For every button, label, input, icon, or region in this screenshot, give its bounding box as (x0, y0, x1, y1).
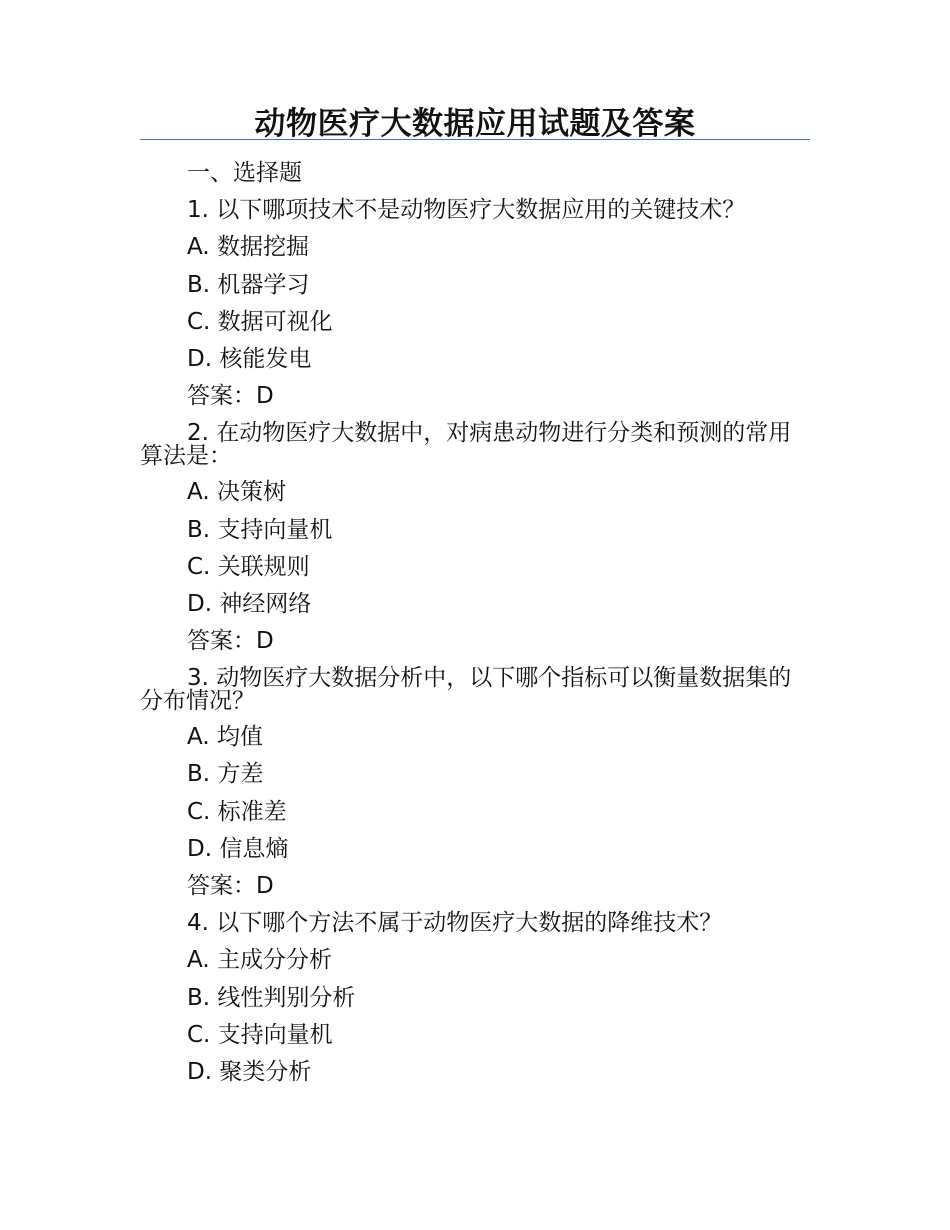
question-4-option-a: A. 主成分分析 (187, 947, 332, 974)
question-3-option-a: A. 均值 (187, 724, 263, 751)
document-title: 动物医疗大数据应用试题及答案 (254, 106, 696, 142)
question-4: 4. 以下哪个方法不属于动物医疗大数据的降维技术？ (187, 910, 723, 937)
question-1-answer: 答案：D (187, 383, 274, 410)
question-3-option-d: D. 信息熵 (187, 835, 289, 862)
document-body (140, 155, 810, 1091)
question-4-option-c: C. 支持向量机 (187, 1021, 333, 1048)
question-3-option-b: B. 方差 (187, 761, 264, 788)
question-2-option-d: D. 神经网络 (187, 590, 312, 617)
title-underline (140, 139, 810, 140)
question-3-option-c: C. 标准差 (187, 798, 287, 825)
section-heading: 一、选择题 (187, 160, 302, 186)
question-2: 2. 在动物医疗大数据中，对病患动物进行分类和预测的常用算法是： (140, 420, 792, 470)
question-1-option-d: D. 核能发电 (187, 345, 312, 372)
question-1-option-c: C. 数据可视化 (187, 308, 333, 335)
question-3: 3. 动物医疗大数据分析中，以下哪个指标可以衡量数据集的分布情况？ (140, 665, 792, 715)
question-2-option-b: B. 支持向量机 (187, 516, 333, 543)
question-2-option-c: C. 关联规则 (187, 553, 310, 580)
question-4-option-b: B. 线性判别分析 (187, 984, 356, 1011)
question-4-option-d: D. 聚类分析 (187, 1058, 312, 1085)
question-1-option-b: B. 机器学习 (187, 271, 310, 298)
question-2-option-a: A. 决策树 (187, 479, 286, 506)
question-1: 1. 以下哪项技术不是动物医疗大数据应用的关键技术？ (187, 197, 746, 224)
question-1-option-a: A. 数据挖掘 (187, 234, 309, 261)
question-3-answer: 答案：D (187, 873, 274, 899)
question-2-answer: 答案：D (187, 628, 274, 655)
